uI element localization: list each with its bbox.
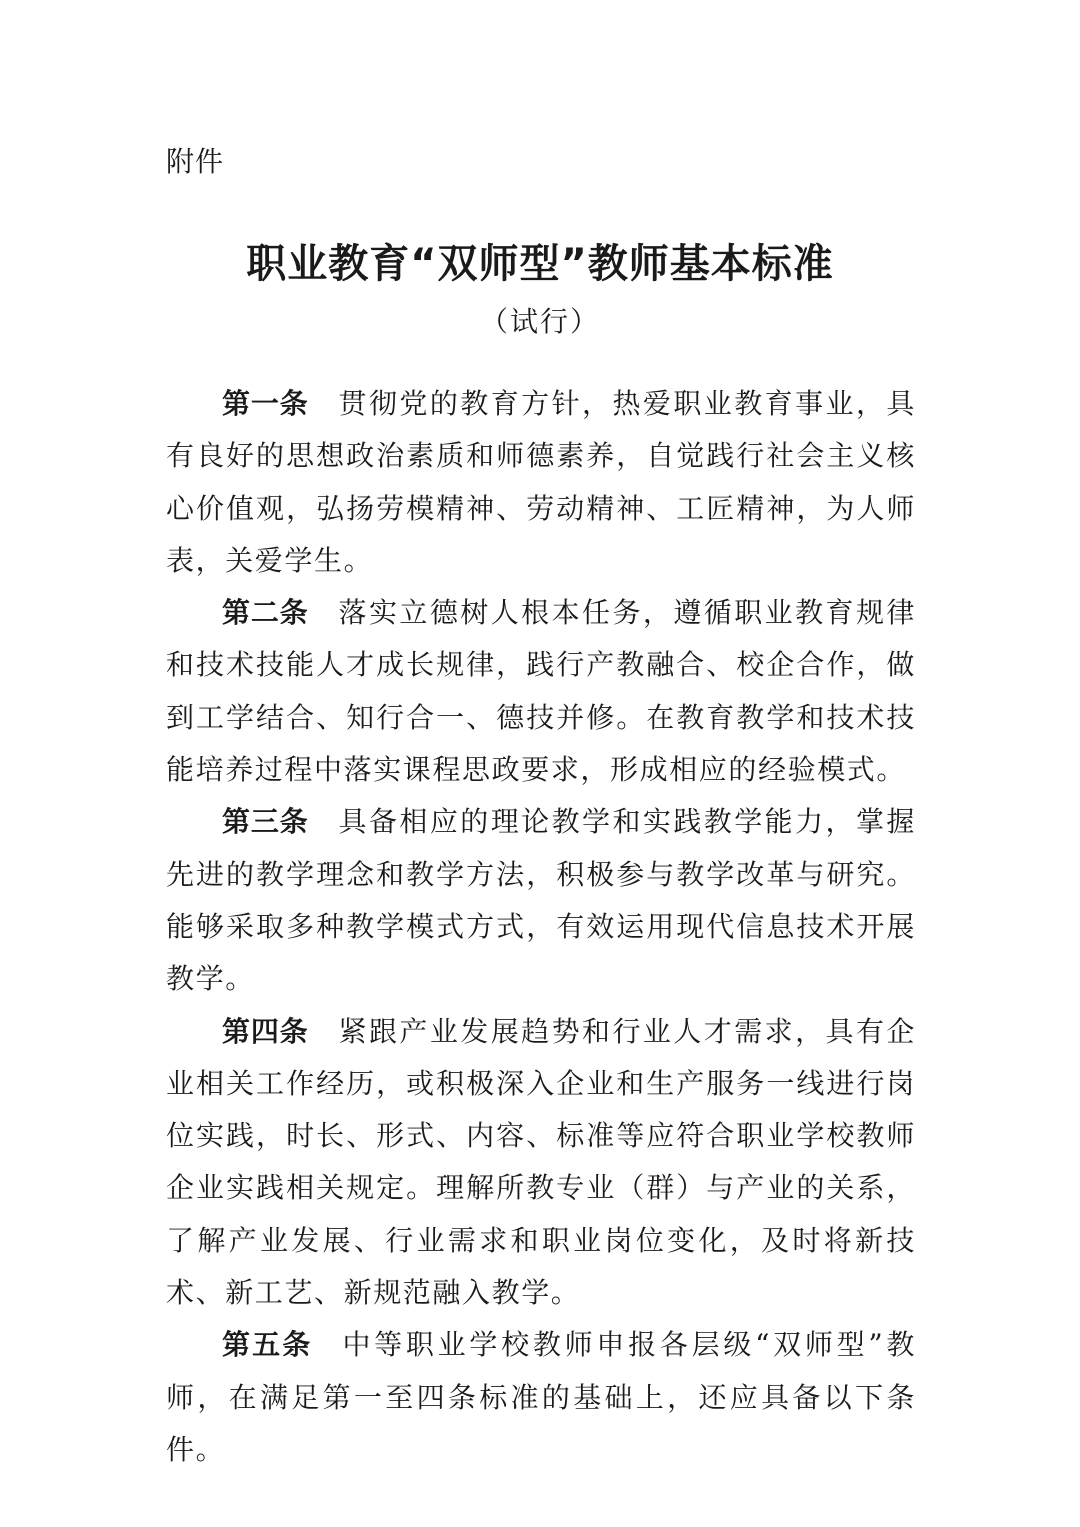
article-2-text: 落实立德树人根本任务，遵循职业教育规律和技术技能人才成长规律，践行产教融合、校企合作，做到工学结合、知行合一、德技并修。在教育教学和技术技能培养过程中落实课程思政要求，形成相应的经验模式。 xyxy=(166,596,916,787)
article-2-heading: 第二条 xyxy=(222,596,309,630)
article-5-text: 中等职业学校教师申报各层级“双师型”教师，在满足第一至四条标准的基础上，还应具备以下条件。 xyxy=(166,1328,916,1466)
article-5 xyxy=(166,1319,916,1476)
article-2 xyxy=(166,587,916,796)
attachment-label: 附件 xyxy=(166,145,225,178)
article-3-heading: 第三条 xyxy=(222,805,309,839)
article-4 xyxy=(166,1006,916,1320)
article-1-heading: 第一条 xyxy=(222,387,309,420)
article-1-text: 贯彻党的教育方针，热爱职业教育事业，具有良好的思想政治素质和师德素养，自觉践行社会主义核心价值观，弘扬劳模精神、劳动精神、工匠精神，为人师表，关爱学生。 xyxy=(166,387,916,577)
article-4-heading: 第四条 xyxy=(222,1014,309,1048)
article-4-text: 紧跟产业发展趋势和行业人才需求，具有企业相关工作经历，或积极深入企业和生产服务一线进行岗位实践，时长、形式、内容、标准等应符合职业学校教师企业实践相关规定。理解所教专业（群）与产业的关系，了解产业发展、行业需求和职业岗位变化，及时将新技术、新工艺、新规范融入教学。 xyxy=(166,1014,916,1310)
article-3-text: 具备相应的理论教学和实践教学能力，掌握先进的教学理念和教学方法，积极参与教学改革与研究。能够采取多种教学模式方式，有效运用现代信息技术开展教学。 xyxy=(166,805,916,996)
document-subtitle: （试行） xyxy=(479,305,600,338)
document-body xyxy=(166,378,916,1476)
document-title: 职业教育“双师型”教师基本标准 xyxy=(246,241,834,287)
article-3 xyxy=(166,796,916,1005)
article-1 xyxy=(166,378,916,587)
article-5-heading: 第五条 xyxy=(222,1328,313,1362)
